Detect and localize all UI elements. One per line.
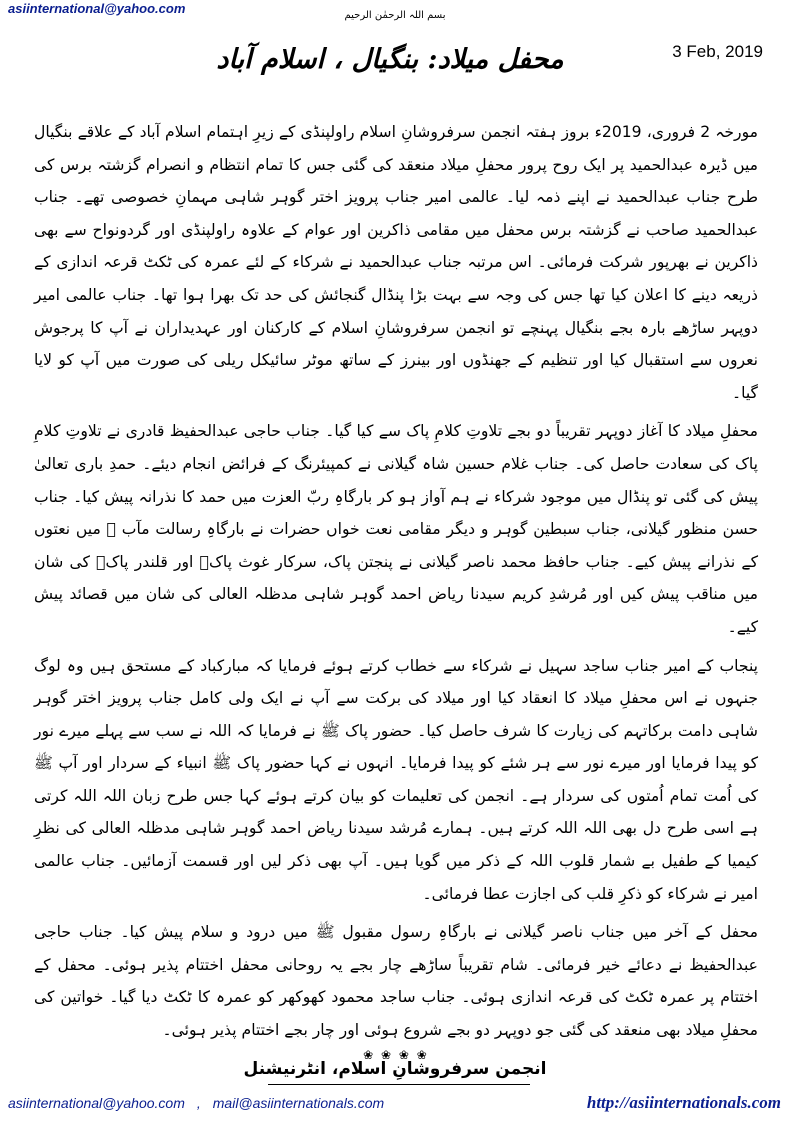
footer-email-link[interactable]: asiinternational@yahoo.com bbox=[8, 1095, 185, 1111]
document-date: 3 Feb, 2019 bbox=[672, 42, 763, 61]
paragraph-closing: محفل کے آخر میں جناب ناصر گیلانی نے بارگاہِ رسول مقبول ﷺ میں درود و سلام پیش کیا۔ جناب حاجی عبدالحفیظ نے دعائے خیر فرمائی۔ شام تقریباً ساڑھے چار بجے یہ روحانی محفل اختتام پذیر ہوئی۔ محفل کے اختتام پر عمرہ ٹکٹ کی قرعہ اندازی ہوئی۔ جناب ساجد محمود کھوکھر کو عمرہ کا ٹکٹ دیا گیا۔ خواتین کی محفلِ میلاد بھی منعقد کی گئی جو دوپہر دو بجے شروع ہوئی اور چار بجے اختتام پذیر ہوئی۔ bbox=[34, 923, 758, 1040]
footer-contacts bbox=[8, 1095, 384, 1111]
header-email: asiinternational@yahoo.com bbox=[8, 1, 186, 16]
bismillah: بسم اللہ الرحمٰن الرحیم bbox=[344, 10, 446, 21]
page-title: محفل میلاد: بنگیال ، اسلام آباد bbox=[216, 44, 564, 75]
article-body bbox=[34, 116, 758, 1053]
footer-mail-link[interactable]: mail@asiinternationals.com bbox=[212, 1095, 385, 1111]
paragraph-speech: پنجاب کے امیر جناب ساجد سہیل نے شرکاء سے خطاب کرتے ہوئے فرمایا کہ مبارکباد کے مستحق ہیں وہ لوگ جنہوں نے اس محفلِ میلاد کا انعقاد کیا اور میلاد کی برکت سے آپ نے ایک ولی کامل جناب پرویز اختر گوہر شاہی دامت برکاتہم کی زیارت کا شرف حاصل کیا۔ حضور پاک ﷺ نے فرمایا کہ اللہ نے سب سے پہلے میرے نور کو پیدا فرمایا اور میرے نور سے ہر شئے کو پیدا فرمایا۔ انہوں نے کہا حضور پاک ﷺ انبیاء کے سردار اور آپ ﷺ کی اُمت تمام اُمتوں کی سردار ہے۔ انجمن کی تعلیمات کو بیان کرتے ہوئے کہا جس طرح زبان اللہ اللہ کرتی ہے اسی طرح دل بھی اللہ اللہ کرتے ہیں۔ ہمارے مُرشد سیدنا ریاض احمد گوہر شاہی مدظلہ العالی کی نظرِ کیمیا کے طفیل بے شمار قلوب اللہ کے ذکر میں گویا ہیں۔ آپ بھی ذکر لیں اور قسمت آزمائیں۔ جناب عالمی امیر نے شرکاء کو ذکرِ قلب کی اجازت عطا فرمائی۔ bbox=[34, 656, 758, 903]
organization-underline bbox=[268, 1084, 530, 1085]
paragraph-intro: مورخہ 2 فروری، 2019ء بروز ہفتہ انجمن سرفروشانِ اسلام راولپنڈی کے زیرِ اہتمام اسلام آباد کے علاقے بنگیال میں ڈیرہ عبدالحمید پر ایک روح پرور محفلِ میلاد منعقد کی گئی جس کا تمام انتظام و انصرام گزشتہ برس کی طرح جناب عبدالحمید نے اپنے ذمہ لیا۔ عالمی امیر جناب پرویز اختر گوہر شاہی مہمانِ خصوصی تھے۔ جناب عبدالحمید صاحب نے گزشتہ برس محفل میں مقامی ذاکرین اور عوام کے علاوہ راولپنڈی اور گردونواح سے بھی ذاکرین نے بھرپور شرکت فرمائی۔ اس مرتبہ جناب عبدالحمید نے شرکاء کے لئے عمرہ کی ٹکٹ قرعہ اندازی کے ذریعہ دینے کا اعلان کیا تھا جس کی وجہ سے بہت بڑا پنڈال گنجائش کی حد تک بھرا ہوا تھا۔ جناب عالمی امیر دوپہر ساڑھے بارہ بجے بنگیال پہنچے تو انجمن سرفروشانِ اسلام کے کارکنان اور عہدیداران نے آپ کا پرجوش نعروں سے استقبال کیا اور تنظیم کے جھنڈوں اور بینرز کے ساتھ موٹر سائیکل ریلی کی صورت میں آپ کو لایا گیا۔ bbox=[34, 123, 758, 402]
footer bbox=[8, 1093, 781, 1117]
ornament-divider: ❀ ❀ ❀ ❀ bbox=[363, 1048, 429, 1062]
organization-name: انجمن سرفروشانِ اسلام، انٹرنیشنل bbox=[243, 1059, 547, 1079]
paragraph-program: محفلِ میلاد کا آغاز دوپہر تقریباً دو بجے تلاوتِ کلامِ پاک سے کیا گیا۔ جناب حاجی عبدالحفیظ قادری نے تلاوتِ کلامِ پاک کی سعادت حاصل کی۔ جناب غلام حسین شاہ گیلانی نے کمپیئرنگ کے فرائض انجام دیئے۔ حمدِ باری تعالیٰ پیش کی گئی تو پنڈال میں موجود شرکاء نے ہم آواز ہو کر بارگاہِ ربّ العزت میں حمد کا نذرانہ پیش کیا۔ جناب حسن منظور گیلانی، جناب سبطین گوہر و دیگر مقامی نعت خواں حضرات نے بارگاہِ رسالت مآب ﷺ میں نعتوں کے نذرانے پیش کیے۔ جناب حافظ محمد ناصر گیلانی نے پنجتن پاک، سرکار غوث پاکؓ اور قلندر پاکؒ کی شان میں مناقب پیش کیں اور مُرشدِ کریم سیدنا ریاض احمد گوہر شاہی مدظلہ العالی کی شان میں قصائد پیش کیے۔ bbox=[34, 422, 758, 636]
footer-separator: , bbox=[196, 1095, 201, 1111]
footer-website-link[interactable]: http://asiinternationals.com bbox=[586, 1093, 781, 1112]
